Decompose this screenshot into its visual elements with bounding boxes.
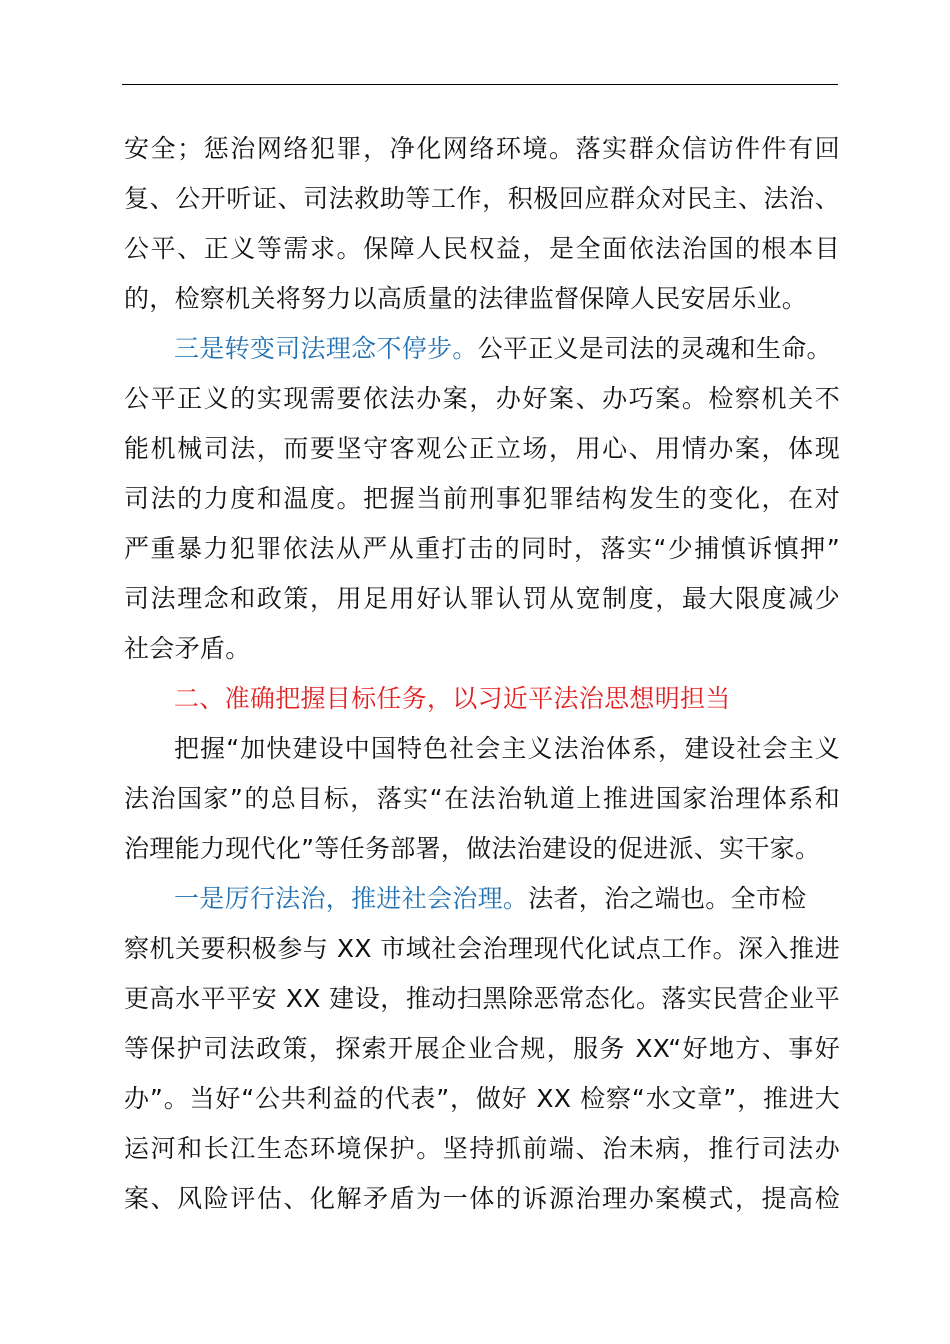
paragraph-line: 能机械司法，而要坚守客观公正立场，用心、用情办案，体现 [124, 434, 840, 463]
paragraph-lead-heading: 一是厉行法治，推进社会治理。 [174, 884, 529, 913]
paragraph-line: 治理能力现代化”等任务部署，做法治建设的促进派、实干家。 [124, 834, 821, 863]
paragraph-line: 法治国家”的总目标，落实“在法治轨道上推进国家治理体系和 [124, 784, 840, 813]
paragraph-line: 把握“加快建设中国特色社会主义法治体系，建设社会主义 [174, 734, 840, 763]
paragraph-lead-heading: 三是转变司法理念不停步。 [174, 334, 478, 363]
paragraph-line: 司法理念和政策，用足用好认罪认罚从宽制度，最大限度减少 [124, 584, 840, 613]
paragraph-text: 法者，治之端也。全市检 [528, 884, 807, 913]
paragraph-line: 公平、正义等需求。保障人民权益，是全面依法治国的根本目 [124, 234, 840, 263]
paragraph-first-line [174, 324, 840, 374]
paragraph-line: 复、公开听证、司法救助等工作，积极回应群众对民主、法治、 [124, 184, 840, 213]
paragraph-first-line [174, 874, 840, 924]
paragraph-line: 更高水平平安 XX 建设，推动扫黑除恶常态化。落实民营企业平 [124, 984, 840, 1013]
paragraph-line: 司法的力度和温度。把握当前刑事犯罪结构发生的变化，在对 [124, 484, 840, 513]
paragraph-text: 公平正义是司法的灵魂和生命。 [477, 334, 832, 363]
paragraph-line: 办”。当好“公共利益的代表”，做好 XX 检察“水文章”，推进大 [124, 1084, 840, 1113]
paragraph-line: 社会矛盾。 [124, 634, 251, 663]
paragraph-line: 的，检察机关将努力以高质量的法律监督保障人民安居乐业。 [124, 284, 808, 313]
paragraph-line: 公平正义的实现需要依法办案，办好案、办巧案。检察机关不 [124, 384, 840, 413]
paragraph-line: 察机关要积极参与 XX 市域社会治理现代化试点工作。深入推进 [124, 934, 840, 963]
paragraph-line: 案、风险评估、化解矛盾为一体的诉源治理办案模式，提高检 [124, 1184, 840, 1213]
header-rule [122, 84, 838, 85]
paragraph-line: 运河和长江生态环境保护。坚持抓前端、治未病，推行司法办 [124, 1134, 840, 1163]
paragraph-line: 安全；惩治网络犯罪，净化网络环境。落实群众信访件件有回 [124, 134, 840, 163]
paragraph-line: 等保护司法政策，探索开展企业合规，服务 XX“好地方、事好 [124, 1034, 840, 1063]
section-heading: 二、准确把握目标任务，以习近平法治思想明担当 [174, 684, 731, 713]
paragraph-line: 严重暴力犯罪依法从严从重打击的同时，落实“少捕慎诉慎押” [124, 534, 840, 563]
